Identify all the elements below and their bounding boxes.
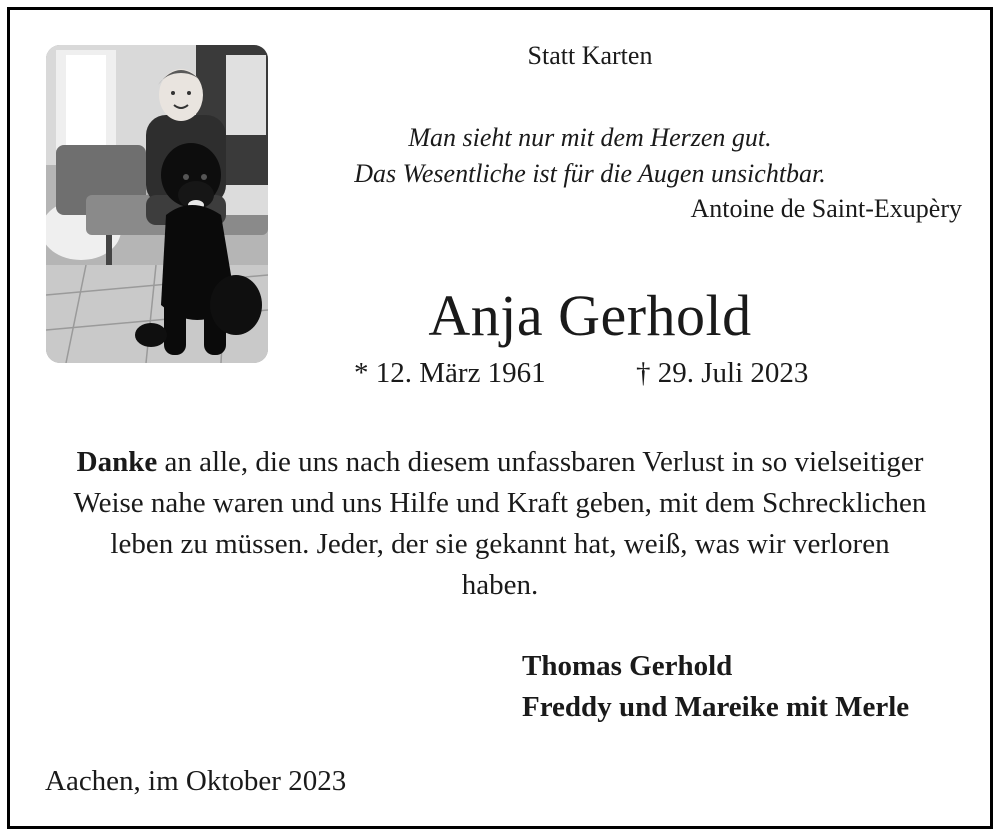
quote-line: Man sieht nur mit dem Herzen gut. <box>408 123 772 152</box>
signer-name: Freddy und Mareike mit Merle <box>522 691 910 723</box>
death-date: † 29. Juli 2023 <box>636 357 809 389</box>
deceased-name: Anja Gerhold <box>428 283 752 348</box>
quote-author: Antoine de Saint-Exupèry <box>690 194 962 223</box>
thanks-lead: Danke <box>76 446 158 478</box>
notice-header: Statt Karten <box>527 41 653 70</box>
thanks-text: an alle, die uns nach diesem unfassbaren Verlust in so vielseitiger Weise nahe waren und uns Hilfe und Kraft geben, mit dem Schrecklichen leben zu müssen. Jeder, der sie gekannt hat, weiß, was wir verloren haben. <box>73 446 927 601</box>
place-date: Aachen, im Oktober 2023 <box>45 765 347 797</box>
thanks-paragraph <box>70 442 930 606</box>
signers <box>522 646 909 728</box>
quote <box>10 120 1000 192</box>
birth-date: * 12. März 1961 <box>354 357 546 389</box>
quote-line: Das Wesentliche ist für die Augen unsichtbar. <box>354 159 826 188</box>
obituary-card <box>7 7 993 829</box>
signer-name: Thomas Gerhold <box>522 650 733 682</box>
